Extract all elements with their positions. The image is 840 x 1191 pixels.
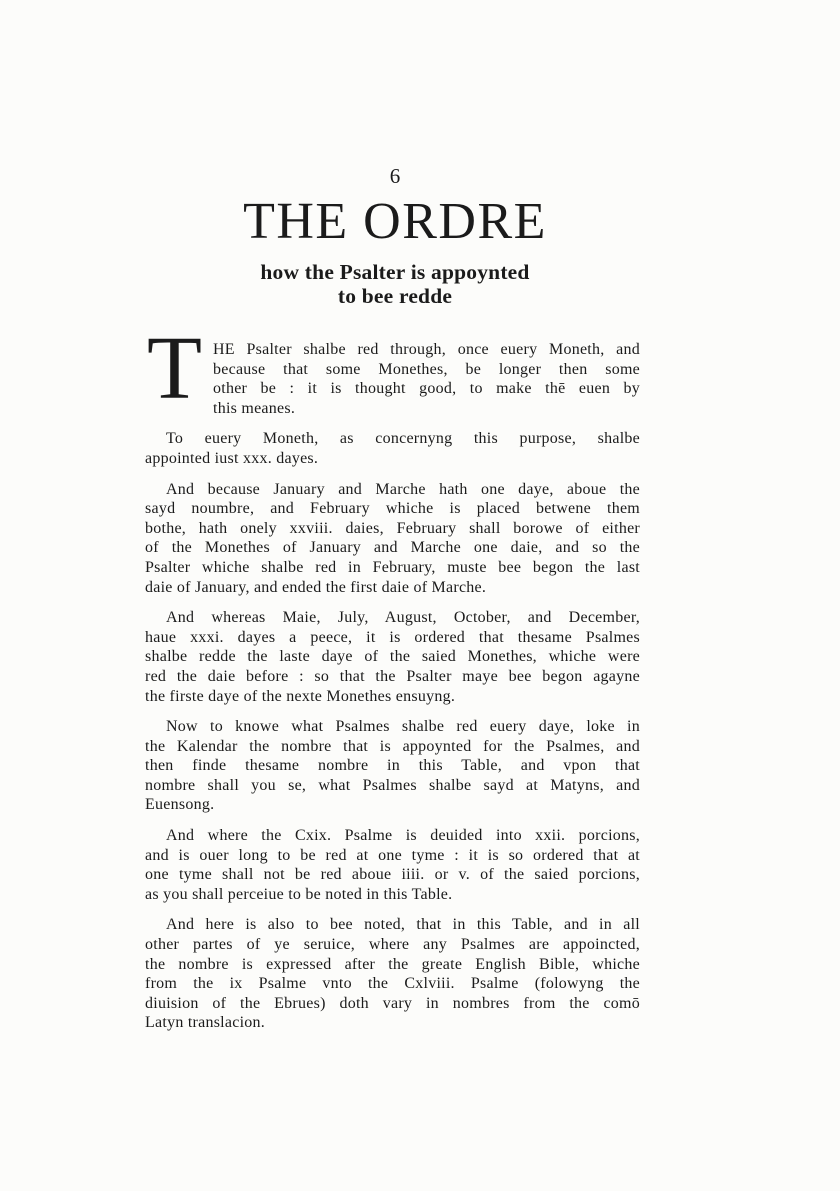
- paragraph: [145, 915, 640, 1033]
- chapter-title: THE ORDRE: [243, 193, 547, 250]
- paragraph: [145, 340, 640, 418]
- text-line: And here is also to bee noted, that in this Table, and in all: [166, 916, 640, 934]
- text-line: because that some Monethes, be longer then some: [213, 360, 640, 378]
- text-line: sayd noumbre, and February whiche is placed betwene them: [145, 500, 640, 518]
- body-text: [145, 340, 640, 1033]
- text-line: the nombre is expressed after the greate English Bible, whiche: [145, 955, 640, 973]
- text-line: To euery Moneth, as concernyng this purpose, shalbe: [166, 430, 640, 448]
- text-line: haue xxxi. dayes a peece, it is ordered that thesame Psalmes: [145, 628, 640, 646]
- text-line: this meanes.: [213, 399, 296, 417]
- text-line: And because January and Marche hath one daye, aboue the: [166, 480, 640, 498]
- text-line: one tyme shall not be red aboue iiii. or v. of the saied porcions,: [145, 866, 640, 884]
- subtitle: [145, 260, 645, 308]
- paragraph: [145, 717, 640, 815]
- text-line: red the daie before : so that the Psalter maye bee begon agayne: [145, 667, 640, 685]
- text-line: of the Monethes of January and Marche one daie, and so the: [145, 539, 640, 557]
- text-line: appointed iust xxx. dayes.: [145, 449, 319, 467]
- paragraph: [145, 480, 640, 598]
- text-line: daie of January, and ended the first daie of Marche.: [145, 578, 487, 596]
- text-line: And where the Cxix. Psalme is deuided into xxii. porcions,: [166, 827, 640, 845]
- text-line: Psalter whiche shalbe red in February, muste bee begon the last: [145, 558, 640, 576]
- subtitle-line: to bee redde: [337, 284, 453, 308]
- text-line: And whereas Maie, July, August, October, and December,: [166, 609, 640, 627]
- paragraph: [145, 608, 640, 706]
- page-number: 6: [389, 164, 401, 188]
- text-line: the Kalendar the nombre that is appoynted for the Psalmes, and: [145, 737, 640, 755]
- text-line: bothe, hath onely xxviii. daies, February shall borowe of either: [145, 519, 640, 537]
- text-line: then finde thesame nombre in this Table, and vpon that: [145, 757, 640, 775]
- text-line: HE Psalter shalbe red through, once euery Moneth, and: [213, 341, 640, 358]
- text-line: other partes of ye seruice, where any Psalmes are appoincted,: [145, 936, 640, 954]
- text-line: the firste daye of the nexte Monethes ensuyng.: [145, 687, 456, 705]
- subtitle-line: how the Psalter is appoynted: [260, 260, 530, 284]
- text-line: from the ix Psalme vnto the Cxlviii. Psalme (folowyng the: [145, 975, 640, 993]
- paragraph: [145, 826, 640, 904]
- text-line: Now to knowe what Psalmes shalbe red euery daye, loke in: [166, 718, 640, 736]
- text-line: as you shall perceiue to be noted in this Table.: [145, 885, 453, 903]
- text-line: Latyn translacion.: [145, 1014, 266, 1032]
- text-line: other be : it is thought good, to make thē euen by: [213, 380, 640, 398]
- text-line: shalbe redde the laste daye of the saied Monethes, whiche were: [145, 648, 640, 666]
- text-line: nombre shall you se, what Psalmes shalbe sayd at Matyns, and: [145, 776, 640, 794]
- paragraph: [145, 429, 640, 468]
- text-line: diuision of the Ebrues) doth vary in nombres from the comō: [145, 994, 640, 1012]
- drop-cap: T: [147, 319, 202, 418]
- text-line: and is ouer long to be red at one tyme : it is so ordered that at: [145, 846, 640, 864]
- text-line: Euensong.: [145, 796, 215, 814]
